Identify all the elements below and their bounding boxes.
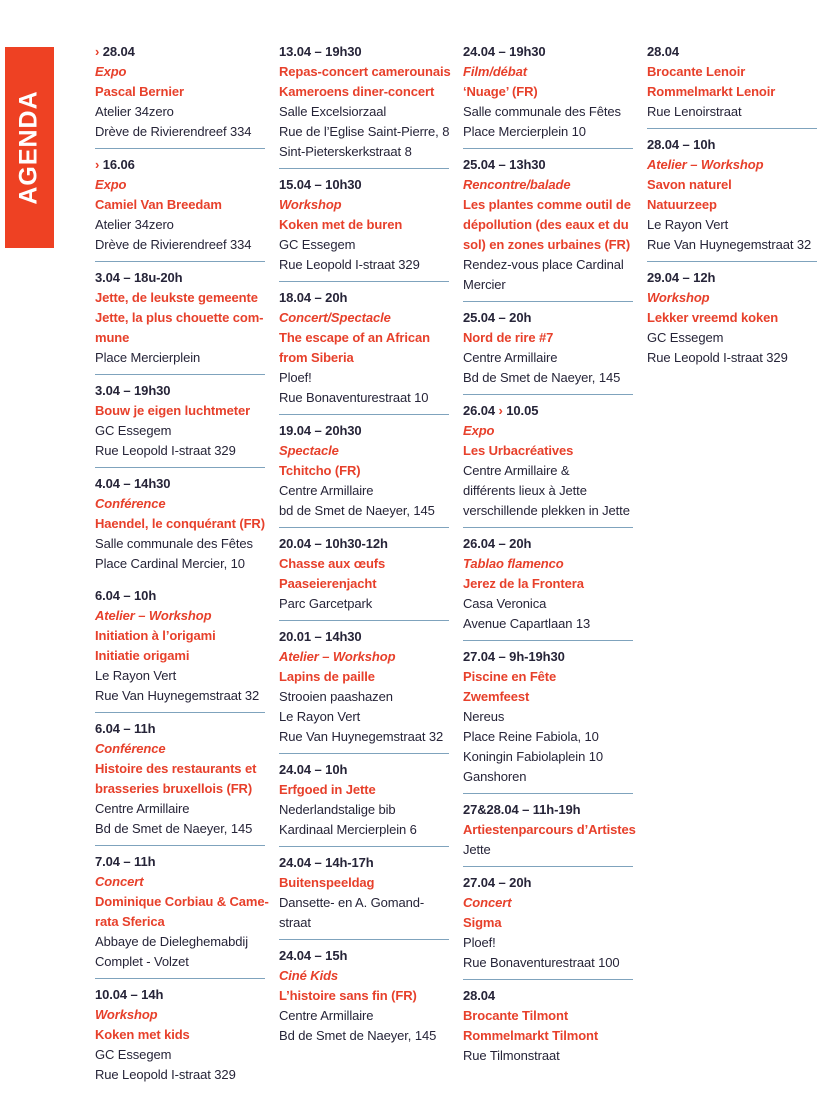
event-title-line: ‘Nuage’ (FR)	[463, 84, 538, 99]
event-venue-line: Dansette- en A. Gomand-	[279, 895, 425, 910]
event-date: 27.04 – 9h-19h30	[463, 649, 565, 664]
agenda-entry	[95, 149, 265, 261]
event-venue-line: Place Reine Fabiola, 10	[463, 729, 599, 744]
event-venue-line: Centre Armillaire	[279, 483, 374, 498]
event-title-line: Brocante Tilmont	[463, 1008, 569, 1023]
agenda-entry	[95, 713, 265, 845]
agenda-entry	[95, 262, 265, 374]
event-venue-line: Centre Armillaire &	[463, 463, 570, 478]
agenda-entry	[279, 754, 449, 846]
agenda-entry	[279, 415, 449, 527]
event-date: 3.04 – 18u-20h	[95, 270, 183, 285]
event-title-line: Natuurzeep	[647, 197, 717, 212]
event-date: 20.04 – 10h30-12h	[279, 536, 388, 551]
event-venue-line: Rue de l’Eglise Saint-Pierre, 8	[279, 124, 450, 139]
event-venue-line: Casa Veronica	[463, 596, 547, 611]
event-title-line: Haendel, le conquérant (FR)	[95, 516, 265, 531]
event-venue-line: Kardinaal Mercierplein 6	[279, 822, 417, 837]
event-venue-line: Atelier 34zero	[95, 217, 174, 232]
event-category: Workshop	[647, 290, 710, 305]
agenda-entry	[95, 979, 265, 1091]
event-title-line: Erfgoed in Jette	[279, 782, 376, 797]
event-date: 26.04 – 20h	[463, 536, 532, 551]
event-title-line: rata Sferica	[95, 914, 165, 929]
event-date: 7.04 – 11h	[95, 854, 156, 869]
event-venue-line: GC Essegem	[279, 237, 356, 252]
agenda-entry	[95, 580, 265, 712]
event-category: Concert/Spectacle	[279, 310, 391, 325]
event-title-line: Lapins de paille	[279, 669, 375, 684]
event-date: 24.04 – 14h-17h	[279, 855, 374, 870]
event-date: 24.04 – 15h	[279, 948, 348, 963]
event-venue-line: Le Rayon Vert	[279, 709, 361, 724]
event-venue-line: Strooien paashazen	[279, 689, 393, 704]
agenda-column-4	[647, 42, 817, 1091]
agenda-entry	[279, 169, 449, 281]
event-title-line: Camiel Van Breedam	[95, 197, 222, 212]
event-title-line: Brocante Lenoir	[647, 64, 746, 79]
event-venue-line: GC Essegem	[95, 423, 172, 438]
arrow-right-icon: ›	[95, 44, 100, 59]
event-category: Concert	[95, 874, 144, 889]
agenda-entry	[279, 621, 449, 753]
event-title-line: Histoire des restaurants et	[95, 761, 257, 776]
event-venue-line: Nederlandstalige bib	[279, 802, 396, 817]
event-venue-line: Place Mercierplein	[95, 350, 201, 365]
event-date: 28.04	[463, 988, 496, 1003]
agenda-entry	[463, 528, 633, 640]
event-title-line: from Siberia	[279, 350, 354, 365]
event-title-line: Savon naturel	[647, 177, 732, 192]
event-title-line: Les plantes comme outil de	[463, 197, 631, 212]
event-title-line: Kameroens diner-concert	[279, 84, 435, 99]
event-title-line: The escape of an African	[279, 330, 430, 345]
agenda-entry	[463, 980, 633, 1072]
event-category: Expo	[463, 423, 495, 438]
event-title-line: Rommelmarkt Tilmont	[463, 1028, 599, 1043]
event-venue-line: Le Rayon Vert	[95, 668, 177, 683]
event-date: 28.04	[647, 44, 680, 59]
event-venue-line: Le Rayon Vert	[647, 217, 729, 232]
event-venue-line: Bd de Smet de Naeyer, 145	[95, 821, 253, 836]
event-title-line: Pascal Bernier	[95, 84, 184, 99]
event-date: 15.04 – 10h30	[279, 177, 362, 192]
event-category: Film/débat	[463, 64, 528, 79]
event-venue-line: GC Essegem	[95, 1047, 172, 1062]
agenda-column-1	[95, 42, 269, 1091]
event-venue-line: Avenue Capartlaan 13	[463, 616, 591, 631]
event-title-line: sol) en zones urbaines (FR)	[463, 237, 631, 252]
event-venue-line: Rue Van Huynegemstraat 32	[647, 237, 812, 252]
agenda-entry	[647, 262, 817, 374]
event-venue-line: Rue Bonaventurestraat 100	[463, 955, 620, 970]
event-venue-line: Rue Bonaventurestraat 10	[279, 390, 429, 405]
agenda-entry	[463, 395, 633, 527]
agenda-column-3	[463, 42, 636, 1091]
event-date: 24.04 – 10h	[279, 762, 348, 777]
event-title-line: Buitenspeeldag	[279, 875, 375, 890]
agenda-entry	[279, 847, 449, 939]
event-venue-line: Atelier 34zero	[95, 104, 174, 119]
event-venue-line: différents lieux à Jette	[463, 483, 587, 498]
event-venue-line: Salle Excelsiorzaal	[279, 104, 387, 119]
event-title-line: Artiestenparcours d’Artistes	[463, 822, 636, 837]
event-venue-line: Drève de Rivierendreef 334	[95, 237, 252, 252]
event-date: › 16.06	[95, 157, 135, 172]
event-date: 26.04 › 10.05	[463, 403, 539, 418]
agenda-entry	[95, 42, 265, 148]
event-venue-line: Place Cardinal Mercier, 10	[95, 556, 245, 571]
event-date: 6.04 – 11h	[95, 721, 156, 736]
event-venue-line: GC Essegem	[647, 330, 724, 345]
agenda-sidebar-tab	[5, 47, 54, 248]
event-date: 24.04 – 19h30	[463, 44, 546, 59]
event-date: 19.04 – 20h30	[279, 423, 362, 438]
agenda-entry	[463, 302, 633, 394]
event-venue-line: Centre Armillaire	[279, 1008, 374, 1023]
event-date: › 28.04	[95, 44, 135, 59]
event-venue-line: Rue Van Huynegemstraat 32	[279, 729, 444, 744]
event-date: 27&28.04 – 11h-19h	[463, 802, 581, 817]
event-venue-line: Rue Lenoirstraat	[647, 104, 742, 119]
event-category: Expo	[95, 177, 127, 192]
event-title-line: Nord de rire #7	[463, 330, 554, 345]
event-venue-line: Jette	[463, 842, 491, 857]
event-venue-line: Ploef!	[279, 370, 312, 385]
event-title-line: Repas-concert camerounais	[279, 64, 451, 79]
event-date: 28.04 – 10h	[647, 137, 716, 152]
event-date: 13.04 – 19h30	[279, 44, 362, 59]
agenda-entry	[279, 282, 449, 414]
event-venue-line: Salle communale des Fêtes	[95, 536, 253, 551]
event-category: Spectacle	[279, 443, 339, 458]
event-title-line: Zwemfeest	[463, 689, 530, 704]
event-title-line: Chasse aux œufs	[279, 556, 386, 571]
event-date: 18.04 – 20h	[279, 290, 348, 305]
event-date: 25.04 – 20h	[463, 310, 532, 325]
event-venue-line: Place Mercierplein 10	[463, 124, 586, 139]
event-venue-line: Drève de Rivierendreef 334	[95, 124, 252, 139]
event-date: 29.04 – 12h	[647, 270, 716, 285]
agenda-entry	[463, 641, 633, 793]
agenda-entry	[95, 468, 265, 580]
event-title-line: Sigma	[463, 915, 502, 930]
event-title-line: mune	[95, 330, 130, 345]
event-title-line: Bouw je eigen luchtmeter	[95, 403, 251, 418]
event-venue-line: Abbaye de Dieleghemabdij	[95, 934, 248, 949]
event-category: Tablao flamenco	[463, 556, 564, 571]
event-venue-line: Centre Armillaire	[95, 801, 190, 816]
event-venue-line: Ploef!	[463, 935, 496, 950]
event-title-line: dépollution (des eaux et du	[463, 217, 629, 232]
event-category: Conférence	[95, 496, 166, 511]
event-venue-line: verschillende plekken in Jette	[463, 503, 630, 518]
event-category: Atelier – Workshop	[95, 608, 212, 623]
agenda-entry	[647, 129, 817, 261]
event-venue-line: straat	[279, 915, 311, 930]
agenda-entry	[463, 42, 633, 148]
event-title-line: Piscine en Fête	[463, 669, 557, 684]
event-title-line: Jerez de la Frontera	[463, 576, 584, 591]
event-title-line: Paaseierenjacht	[279, 576, 377, 591]
agenda-entry	[647, 42, 817, 128]
agenda-sidebar-label: AGENDA	[15, 90, 43, 205]
event-venue-line: Koningin Fabiolaplein 10	[463, 749, 603, 764]
agenda-entry	[279, 42, 449, 168]
event-title-line: Koken met kids	[95, 1027, 190, 1042]
event-category: Concert	[463, 895, 512, 910]
event-date: 10.04 – 14h	[95, 987, 164, 1002]
event-category: Conférence	[95, 741, 166, 756]
event-title-line: Tchitcho (FR)	[279, 463, 361, 478]
event-venue-line: Rue Leopold I-straat 329	[95, 1067, 236, 1082]
event-venue-line: Centre Armillaire	[463, 350, 558, 365]
arrow-right-icon: ›	[95, 157, 100, 172]
event-venue-line: Bd de Smet de Naeyer, 145	[463, 370, 621, 385]
agenda-entry	[463, 149, 633, 301]
event-category: Rencontre/balade	[463, 177, 571, 192]
event-venue-line: Parc Garcetpark	[279, 596, 373, 611]
event-venue-line: Rendez-vous place Cardinal	[463, 257, 624, 272]
agenda-column-2	[279, 42, 449, 1091]
event-date: 27.04 – 20h	[463, 875, 532, 890]
event-title-line: Jette, la plus chouette com-	[95, 310, 264, 325]
agenda-entry	[279, 528, 449, 620]
event-date: 3.04 – 19h30	[95, 383, 171, 398]
event-category: Atelier – Workshop	[279, 649, 396, 664]
agenda-entry	[279, 940, 449, 1052]
event-venue-line: Ganshoren	[463, 769, 527, 784]
event-venue-line: Rue Tilmonstraat	[463, 1048, 560, 1063]
event-title-line: Lekker vreemd koken	[647, 310, 779, 325]
event-title-line: Les Urbacréatives	[463, 443, 574, 458]
event-title-line: L’histoire sans fin (FR)	[279, 988, 417, 1003]
event-category: Ciné Kids	[279, 968, 339, 983]
agenda-columns	[95, 42, 817, 1091]
event-venue-line: bd de Smet de Naeyer, 145	[279, 503, 435, 518]
event-title-line: Koken met de buren	[279, 217, 403, 232]
event-title-line: Dominique Corbiau & Came-	[95, 894, 269, 909]
event-category: Atelier – Workshop	[647, 157, 764, 172]
event-venue-line: Nereus	[463, 709, 505, 724]
event-date: 4.04 – 14h30	[95, 476, 171, 491]
event-category: Expo	[95, 64, 127, 79]
event-date: 25.04 – 13h30	[463, 157, 546, 172]
event-venue-line: Sint-Pieterskerkstraat 8	[279, 144, 412, 159]
event-venue-line: Rue Leopold I-straat 329	[279, 257, 420, 272]
event-venue-line: Salle communale des Fêtes	[463, 104, 621, 119]
event-title-line: brasseries bruxellois (FR)	[95, 781, 253, 796]
event-title-line: Jette, de leukste gemeente	[95, 290, 258, 305]
agenda-entry	[463, 794, 636, 866]
event-venue-line: Mercier	[463, 277, 506, 292]
event-date: 6.04 – 10h	[95, 588, 157, 603]
event-venue-line: Bd de Smet de Naeyer, 145	[279, 1028, 437, 1043]
event-date: 20.01 – 14h30	[279, 629, 362, 644]
event-title-line: Initiatie origami	[95, 648, 190, 663]
event-category: Workshop	[279, 197, 342, 212]
event-title-line: Rommelmarkt Lenoir	[647, 84, 776, 99]
event-venue-line: Rue Leopold I-straat 329	[647, 350, 788, 365]
agenda-entry	[463, 867, 633, 979]
event-title-line: Initiation à l’origami	[95, 628, 216, 643]
arrow-right-icon: ›	[498, 403, 503, 418]
event-venue-line: Complet - Volzet	[95, 954, 189, 969]
event-venue-line: Rue Van Huynegemstraat 32	[95, 688, 260, 703]
event-category: Workshop	[95, 1007, 158, 1022]
agenda-entry	[95, 375, 265, 467]
event-venue-line: Rue Leopold I-straat 329	[95, 443, 236, 458]
agenda-entry	[95, 846, 269, 978]
